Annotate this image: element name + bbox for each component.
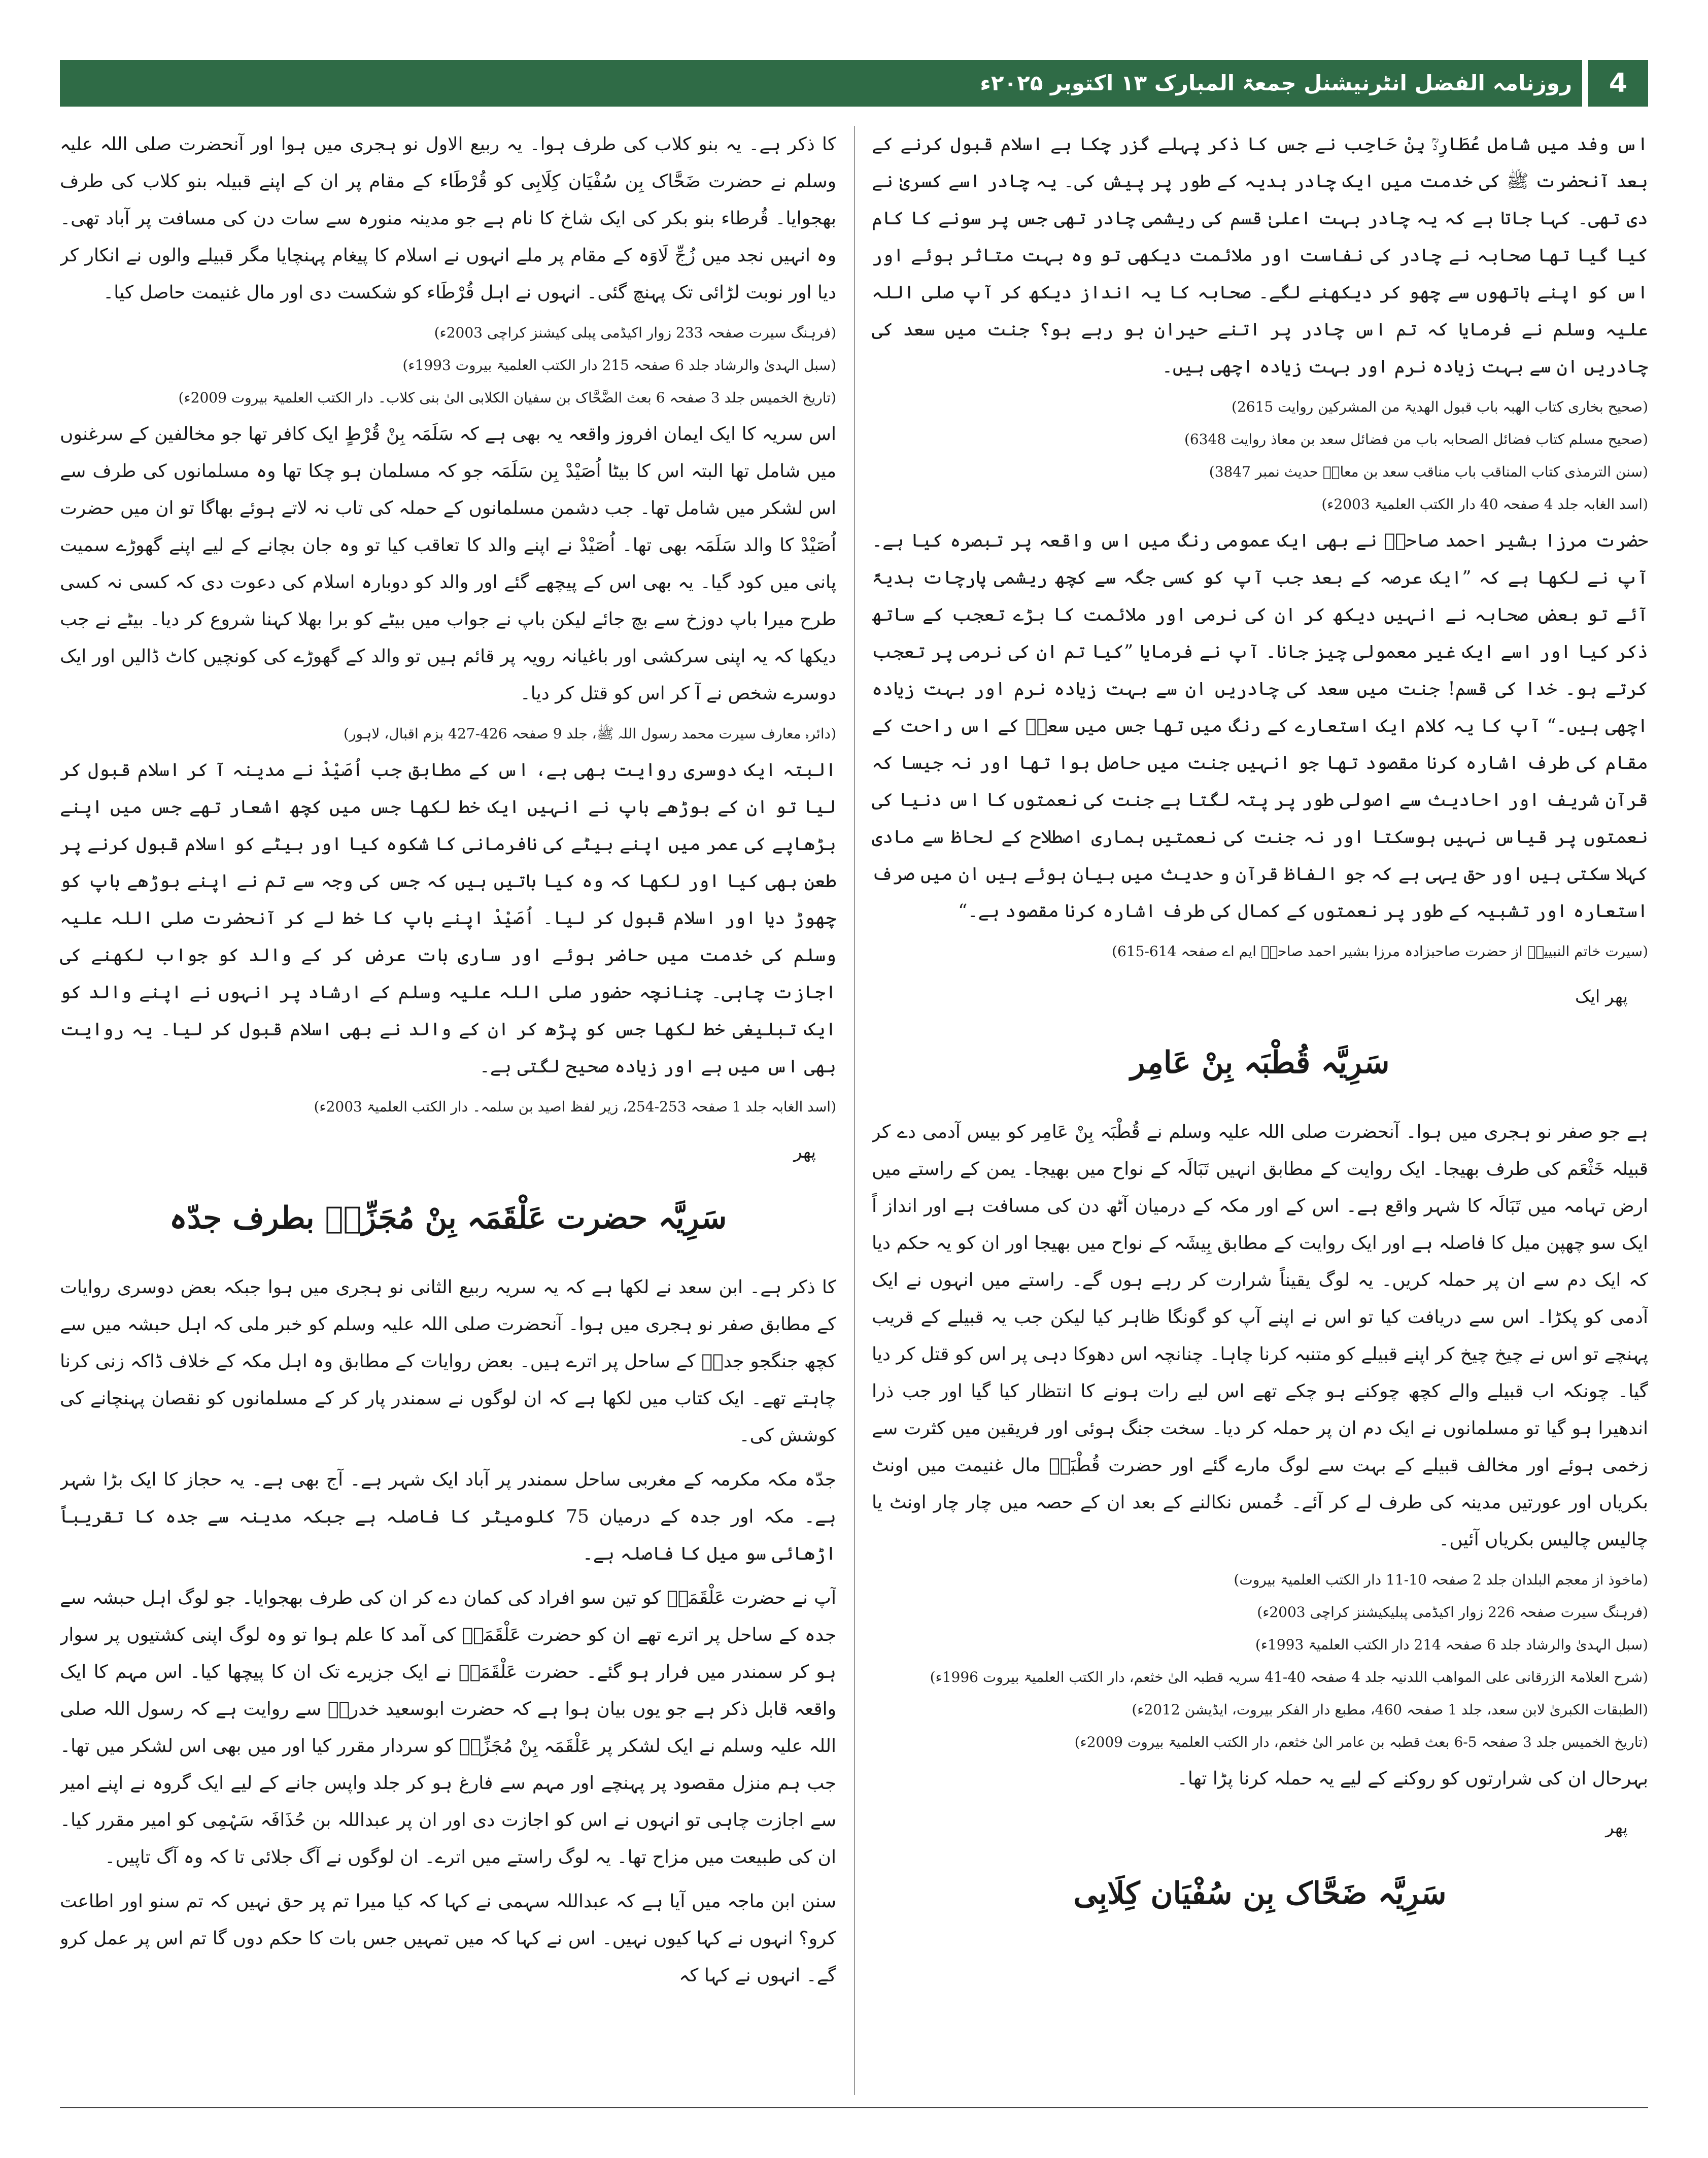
- reference: (دائرہ معارف سیرت محمد رسول اللہ ﷺ، جلد 9 صفحہ 426-427 بزم اقبال، لاہور): [344, 725, 836, 742]
- paragraph: سنن ابن ماجہ میں آیا ہے کہ عبداللہ سہمی نے کہا کہ کیا میرا تم پر حق نہیں کہ تم سنو اور اطاعت کرو؟ انہوں نے کہا کیوں نہیں۔ اس نے کہا کہ میں تمہیں جس بات کا حکم دوں گا تم اس پر عمل کرو گے۔ انہوں نے کہا کہ: [60, 1891, 836, 1986]
- reference: (اسد الغابہ جلد 4 صفحہ 40 دار الکتب العلمیۃ 2003ء): [1321, 496, 1648, 513]
- reference: (فرہنگ سیرت صفحہ 233 زوار اکیڈمی پبلی کیشنز کراچی 2003ء): [434, 324, 836, 341]
- paragraph: اس وفد میں شامل عُطَارِدؒ بِنْ حَاجِب نے جس کا ذکر پہلے گزر چکا ہے اسلام قبول کرنے کے بعد آنحضرت ﷺ کی خدمت میں ایک چادر ہدیہ کے طور پر پیش کی۔ یہ چادر اسے کسریٰ نے دی تھی۔ کہا جاتا ہے کہ یہ چادر بہت اعلیٰ قسم کی ریشمی چادر تھی جس پر سونے کا کام کیا گیا تھا صحابہ نے چادر کی نفاست اور ملائمت دیکھی تو وہ بہت متاثر ہوئے اور اس کو اپنے ہاتھوں سے چھو کر دیکھنے لگے۔ صحابہ کا یہ انداز دیکھ کر آپ صلی اللہ علیہ وسلم نے فرمایا کہ تم اس چادر پر اتنے حیران ہو رہے ہو؟ جنت میں سعد کی چادریں ان سے بہت زیادہ نرم اور بہت زیادہ اچھی ہیں۔: [872, 134, 1648, 377]
- reference: (سبل الہدیٰ والرشاد جلد 6 صفحہ 215 دار الکتب العلمیۃ بیروت 1993ء): [402, 357, 836, 374]
- paragraph: کا ذکر ہے۔ ابن سعد نے لکھا ہے کہ یہ سریہ ربیع الثانی نو ہجری میں ہوا جبکہ بعض دوسری روایات کے مطابق صفر نو ہجری میں ہوا۔ آنحضرت صلی اللہ علیہ وسلم کو خبر ملی کہ اہل حبشہ میں سے کچھ جنگجو جدہؔ کے ساحل پر اترے ہیں۔ بعض روایات کے مطابق وہ اہل مکہ کے خلاف ڈاکہ زنی کرنا چاہتے تھے۔ ایک کتاب میں لکھا ہے کہ ان لوگوں نے سمندر پار کر کے مسلمانوں کو نقصان پہنچانے کی کوشش کی۔: [60, 1277, 836, 1446]
- paragraph: اس سریہ کا ایک ایمان افروز واقعہ یہ بھی ہے کہ سَلَمَہ بِنْ قُرْطٍ ایک کافر تھا جو مخالفین کے سرغنوں میں شامل تھا البتہ اس کا بیٹا اُصَیْدْ بِن سَلَمَہ جو کہ مسلمان ہو چکا تھا وہ مسلمانوں کی طرف سے اس لشکر میں شامل تھا۔ جب دشمن مسلمانوں کے حملہ کی تاب نہ لاتے ہوئے بھاگا تو ان میں حضرت اُصَیْدْ کا والد سَلَمَہ بھی تھا۔ اُصَیْدْ نے اپنے والد کا تعاقب کیا تو وہ جان بچانے کے لیے اپنے گھوڑے سمیت پانی میں کود گیا۔ یہ بھی اس کے پیچھے گئے اور والد کو دوبارہ اسلام کی دعوت دی کہ کسی نہ کسی طرح میرا باپ دوزخ سے بچ جائے لیکن باپ نے جواب میں بیٹے کو برا بھلا کہنا شروع کر دیا۔ بیٹے نے جب دیکھا کہ یہ اپنی سرکشی اور باغیانہ رویہ پر قائم ہیں تو والد کے گھوڑے کی کونچیں کاٹ ڈالیں اور ایک دوسرے شخص نے آ کر اس کو قتل کر دیا۔: [60, 424, 836, 704]
- page-header: [60, 60, 1648, 107]
- reference: (سبل الہدیٰ والرشاد جلد 6 صفحہ 214 دار الکتب العلمیۃ 1993ء): [1255, 1636, 1648, 1653]
- paragraph: جدّہ مکہ مکرمہ کے مغربی ساحل سمندر پر آباد ایک شہر ہے۔ آج بھی ہے۔ یہ حجاز کا ایک بڑا شہر ہے۔ مکہ اور جدہ کے درمیان 75 کلومیٹر کا فاصلہ ہے جبکہ مدینہ سے جدہ کا تقریباً اڑھائی سو میل کا فاصلہ ہے۔: [60, 1469, 836, 1564]
- footer-rule: [60, 2107, 1648, 2108]
- reference: (تاریخ الخمیس جلد 3 صفحہ 5-6 بعث قطبہ بن عامر الیٰ خثعم، دار الکتب العلمیۃ بیروت 2009ء): [1074, 1734, 1648, 1750]
- paragraph: کا ذکر ہے۔ یہ بنو کلاب کی طرف ہوا۔ یہ ربیع الاول نو ہجری میں ہوا اور آنحضرت صلی اللہ علیہ وسلم نے حضرت ضَحَّاک بِن سُفْیَان کِلَابِی کو قُرْطَاء کے مقام پر ان کے اپنے قبیلہ بنو کلاب کی طرف بھجوایا۔ قُرطاء بنو بکر کی ایک شاخ کا نام ہے جو مدینہ منورہ سے سات دن کی مسافت پر آباد تھی۔ وہ انہیں نجد میں زُجِّ لَاوَہ کے مقام پر ملے انہوں نے اسلام کا پیغام پہنچایا مگر قبیلے والوں نے انکار کر دیا اور نوبت لڑائی تک پہنچ گئی۔ انہوں نے اہل قُرْطَاء کو شکست دی اور مال غنیمت حاصل کیا۔: [60, 134, 836, 303]
- paragraph: حضرت مرزا بشیر احمد صاحبؓ نے بھی ایک عمومی رنگ میں اس واقعہ پر تبصرہ کیا ہے۔ آپ نے لکھا ہے کہ ”ایک عرصہ کے بعد جب آپ کو کسی جگہ سے کچھ ریشمی پارچات ہدیۃً آئے تو بعض صحابہ نے انہیں دیکھ کر ان کی نرمی اور ملائمت کا بڑے تعجب کے ساتھ ذکر کیا اور اسے ایک غیر معمولی چیز جانا۔ آپ نے فرمایا ”کیا تم ان کی نرمی پر تعجب کرتے ہو۔ خدا کی قسم! جنت میں سعد کی چادریں ان سے بہت زیادہ نرم اور بہت زیادہ اچھی ہیں۔“ آپ کا یہ کلام ایک استعارے کے رنگ میں تھا جس میں سعدؓ کے اس راحت کے مقام کی طرف اشارہ کرنا مقصود تھا جو انہیں جنت میں حاصل ہوا تھا اور نہ جیسا کہ قرآن شریف اور احادیث سے اصولی طور پر پتہ لگتا ہے جنت کی نعمتوں کا اس دنیا کی نعمتوں پر قیاس نہیں ہوسکتا اور نہ جنت کی نعمتیں ہماری اصطلاح کے لحاظ سے مادی کہلا سکتی ہیں اور حق یہی ہے کہ جو الفاظ قرآن و حدیث میں بیان ہوئے ہیں ان میں صرف استعارہ اور تشبیہ کے طور پر نعمتوں کے کمال کی طرف اشارہ کرنا مقصود ہے۔“: [872, 530, 1648, 922]
- page-number: 4: [1588, 60, 1648, 107]
- reference: (ماخوذ از معجم البلدان جلد 2 صفحہ 10-11 دار الکتب العلمیۃ بیروت): [1234, 1571, 1648, 1588]
- paragraph: بہرحال ان کی شرارتوں کو روکنے کے لیے یہ حملہ کرنا پڑا تھا۔: [1177, 1768, 1648, 1789]
- section-heading: سَرِیَّہ قُطْبَہ بِنْ عَامِر: [1130, 1045, 1390, 1081]
- transition-text: پھر: [1605, 1817, 1628, 1838]
- right-column: [872, 126, 1648, 2100]
- section-heading: سَرِیَّہ حضرت عَلْقَمَہ بِنْ مُجَزِّزؓ بطرف جدّہ: [169, 1200, 727, 1236]
- reference: (شرح العلامۃ الزرقانی علی المواھب اللدنیہ جلد 4 صفحہ 40-41 سریہ قطبہ الیٰ خثعم، دار الکتب العلمیۃ بیروت 1996ء): [930, 1669, 1648, 1685]
- reference: (صحیح بخاری کتاب الھبہ باب قبول الھدیۃ من المشرکین روایت 2615): [1232, 398, 1648, 415]
- paragraph: آپ نے حضرت عَلْقَمَہؓ کو تین سو افراد کی کمان دے کر ان کی طرف بھجوایا۔ جو لوگ اہل حبشہ سے جدہ کے ساحل پر اترے تھے ان کو حضرت عَلْقَمَہؓ کی آمد کا علم ہوا تو وہ لوگ اپنی کشتیوں پر سوار ہو کر سمندر میں فرار ہو گئے۔ حضرت عَلْقَمَہؓ نے ایک جزیرے تک ان کا پیچھا کیا۔ اس مہم کا ایک واقعہ قابل ذکر ہے جو یوں بیان ہوا ہے کہ حضرت ابوسعید خدریؓ سے روایت ہے کہ رسول اللہ صلی اللہ علیہ وسلم نے ایک لشکر پر عَلْقَمَہ بِنْ مُجَزِّزؓ کو سردار مقرر کیا اور میں بھی اس لشکر میں تھا۔ جب ہم منزل مقصود پر پہنچے اور مہم سے فارغ ہو کر جلد واپس جانے کے لیے ایک گروہ نے اپنے امیر سے اجازت چاہی تو انہوں نے اس کو اجازت دی اور ان پر عبداللہ بن حُذَافَہ سَہْمِی کو امیر مقرر کیا۔ ان کی طبیعت میں مزاح تھا۔ یہ لوگ راستے میں اترے۔ ان لوگوں نے آگ جلائی تا کہ وہ آگ تاپیں۔: [60, 1588, 836, 1868]
- header-title: روزنامہ الفضل انٹرنیشنل جمعۃ المبارک ۱۳ اکتوبر ۲۰۲۵ء: [980, 71, 1572, 95]
- column-divider: [854, 126, 855, 2095]
- reference: (تاریخ الخمیس جلد 3 صفحہ 6 بعث الضَّحَّاک بن سفیان الکلابی الیٰ بنی کلاب۔ دار الکتب العلمیۃ بیروت 2009ء): [178, 389, 836, 406]
- reference: (سیرت خاتم النبیینؐ از حضرت صاحبزادہ مرزا بشیر احمد صاحبؓ ایم اے صفحہ 614-615): [1112, 943, 1648, 960]
- transition-text: پھر: [794, 1142, 816, 1162]
- transition-text: پھر ایک: [1575, 987, 1628, 1007]
- reference: (صحیح مسلم کتاب فضائل الصحابہ باب من فضائل سعد بن معاذ روایت 6348): [1184, 431, 1648, 448]
- reference: (سنن الترمذی کتاب المناقب باب مناقب سعد بن معاذؓ حدیث نمبر 3847): [1209, 463, 1648, 480]
- left-column: [60, 126, 836, 2100]
- reference: (فرہنگ سیرت صفحہ 226 زوار اکیڈمی پبلیکیشنز کراچی 2003ء): [1257, 1604, 1648, 1621]
- paragraph: ہے جو صفر نو ہجری میں ہوا۔ آنحضرت صلی اللہ علیہ وسلم نے قُطْبَہ بِنْ عَامِر کو بیس آدمی دے کر قبیلہ خَثْعَم کی طرف بھیجا۔ ایک روایت کے مطابق انہیں تَبَالَہ کے نواح میں بھیجا۔ یمن کے راستے میں ارض تہامہ میں تَبَالَہ کا شہر واقع ہے۔ اس کے اور مکہ کے درمیان آٹھ دن کی مسافت ہے اور انداز اً ایک سو چھپن میل کا فاصلہ ہے اور ایک روایت کے مطابق بِیشَہ کے نواح میں بھیجا اور ان کو یہ حکم دیا کہ ایک دم سے ان پر حملہ کریں۔ یہ لوگ یقیناً شرارت کر رہے ہوں گے۔ راستے میں انہوں نے ایک آدمی کو پکڑا۔ اس سے دریافت کیا تو اس نے اپنے آپ کو گونگا ظاہر کیا لیکن جب یہ قبیلے کے قریب پہنچے تو اس نے چیخ چیخ کر اپنے قبیلے کو متنبہ کرنا چاہا۔ چنانچہ اس دھوکا دہی پر اس کو قتل کر دیا گیا۔ چونکہ اب قبیلے والے کچھ چوکنے ہو چکے تھے اس لیے رات ہونے کا انتظار کیا گیا اور جب ذرا اندھیرا ہو گیا تو مسلمانوں نے ایک دم ان پر حملہ کر دیا۔ سخت جنگ ہوئی اور فریقین میں کثرت سے زخمی ہوئے اور مخالف قبیلے کے بہت سے لوگ مارے گئے اور حضرت قُطْبَہؓ مال غنیمت میں اونٹ بکریاں اور عورتیں مدینہ کی طرف لے کر آئے۔ خُمس نکالنے کے بعد ان کے حصہ میں چار چار اونٹ یا چالیس چالیس بکریاں آئیں۔: [872, 1122, 1648, 1550]
- section-heading: سَرِیَّہ ضَحَّاک بِن سُفْیَان کِلَابِی: [1073, 1876, 1447, 1911]
- reference: (الطبقات الکبریٰ لابن سعد، جلد 1 صفحہ 460، مطبع دار الفکر بیروت، ایڈیشن 2012ء): [1132, 1701, 1648, 1718]
- paragraph: البتہ ایک دوسری روایت بھی ہے، اس کے مطابق جب اُصَیْدْ نے مدینہ آ کر اسلام قبول کر لیا تو ان کے بوڑھے باپ نے انہیں ایک خط لکھا جس میں کچھ اشعار تھے جس میں اپنے بڑھاپے کی عمر میں اپنے بیٹے کی نافرمانی کا شکوہ کیا اور بیٹے کو اسلام قبول کرنے پر طعن بھی کیا اور لکھا کہ وہ کیا باتیں ہیں کہ جس کی وجہ سے تم نے اپنے بوڑھے باپ کو چھوڑ دیا اور اسلام قبول کر لیا۔ اُصَیْدْ اپنے باپ کا خط لے کر آنحضرت صلی اللہ علیہ وسلم کی خدمت میں حاضر ہوئے اور ساری بات عرض کر کے والد کو جواب لکھنے کی اجازت چاہی۔ چنانچہ حضور صلی اللہ علیہ وسلم کے ارشاد پر انہوں نے اپنے والد کو ایک تبلیغی خط لکھا جس کو پڑھ کر ان کے والد نے بھی اسلام قبول کر لیا۔ یہ روایت بھی اس میں ہے اور زیادہ صحیح لگتی ہے۔: [60, 760, 836, 1077]
- reference: (اسد الغابہ جلد 1 صفحہ 253-254، زیر لفظ اصید بن سلمہ۔ دار الکتب العلمیۃ 2003ء): [314, 1098, 836, 1115]
